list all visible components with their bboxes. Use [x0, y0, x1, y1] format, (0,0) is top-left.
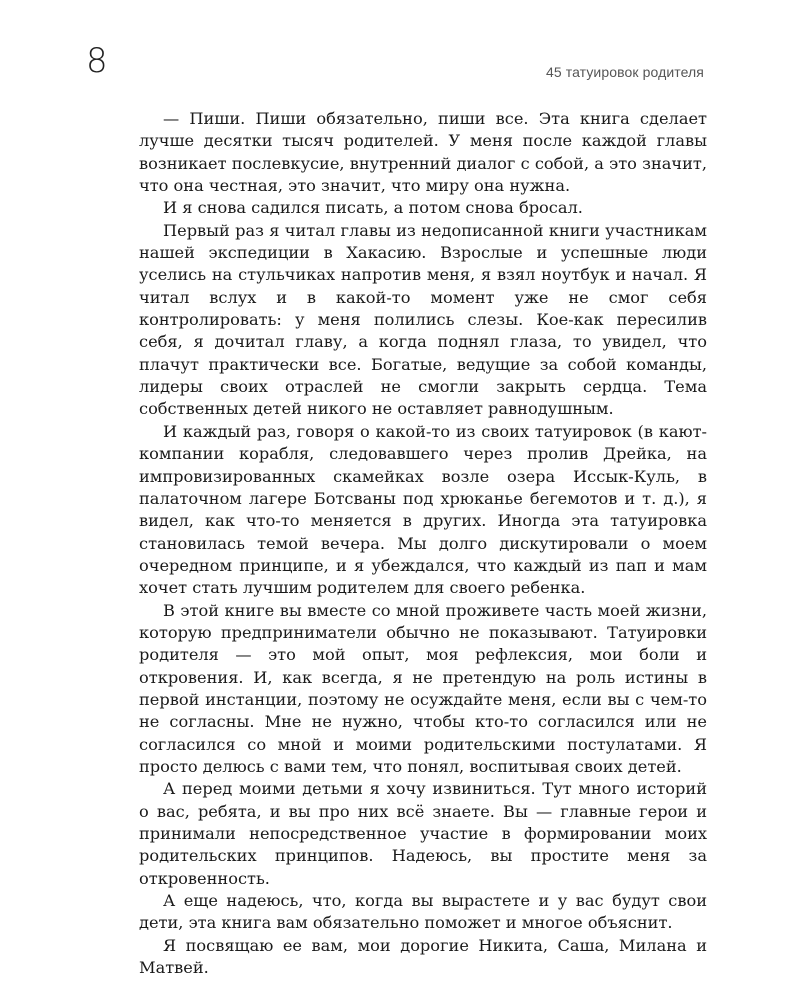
paragraph: В этой книге вы вместе со мной проживете часть моей жизни, которую предприниматели обычно не показывают. Татуировки родителя — это мой опыт, моя рефлексия, мои боли и откровения. И, как всегда, я не претендую на роль истины в первой инстанции, поэтому не осуждайте меня, если вы с чем-то не согласны. Мне не нужно, чтобы кто-то согласился или не согласился со мной и моими родительскими постулатами. Я просто делюсь с вами тем, что понял, воспитывая своих детей. — [139, 600, 707, 776]
paragraph: И каждый раз, говоря о какой-то из своих татуировок (в кают-компании корабля, следовавшего через пролив Дрейка, на импровизированных скамейках возле озера Иссык-Куль, в палаточном лагере Ботсваны под хрюканье бегемотов и т. д.), я видел, как что-то меняется в других. Иногда эта татуировка становилась темой вечера. Мы долго дискутировали о моем очередном принципе, и я убеждался, что каждый из пап и мам хочет стать лучшим родителем для своего ребенка. — [139, 421, 707, 598]
running-header-title: 45 татуировок родителя — [545, 64, 704, 80]
paragraph: — Пиши. Пиши обязательно, пиши все. Эта книга сделает лучше десятки тысяч родителей. У меня после каждой главы возникает послевкусие, внутренний диалог с собой, а это значит, что она честная, это значит, что миру она нужна. — [139, 109, 707, 196]
body-text — [139, 108, 707, 979]
page-number: 8 — [86, 41, 108, 81]
paragraph: И я снова садился писать, а потом снова бросал. — [163, 198, 583, 218]
paragraph: А еще надеюсь, что, когда вы вырастете и у вас будут свои дети, эта книга вам обязательно поможет и многое объяснит. — [139, 891, 707, 933]
paragraph: Я посвящаю ее вам, мои дорогие Никита, Саша, Милана и Матвей. — [139, 935, 707, 978]
paragraph: А перед моими детьми я хочу извиниться. Тут много историй о вас, ребята, и вы про них всё знаете. Вы — главные герои и принимали непосредственное участие в формировании моих родительских принципов. Надеюсь, вы простите меня за откровенность. — [139, 779, 707, 888]
paragraph: Первый раз я читал главы из недописанной книги участникам нашей экспедиции в Хакасию. Взрослые и успешные люди уселись на стульчиках напротив меня, я взял ноутбук и начал. Я читал вслух и в какой-то момент уже не смог себя контролировать: у меня полились слезы. Кое-как пересилив себя, я дочитал главу, а когда поднял глаза, то увидел, что плачут практически все. Богатые, ведущие за собой команды, лидеры своих отраслей не смогли закрыть сердца. Тема собственных детей никого не оставляет равнодушным. — [139, 220, 707, 419]
